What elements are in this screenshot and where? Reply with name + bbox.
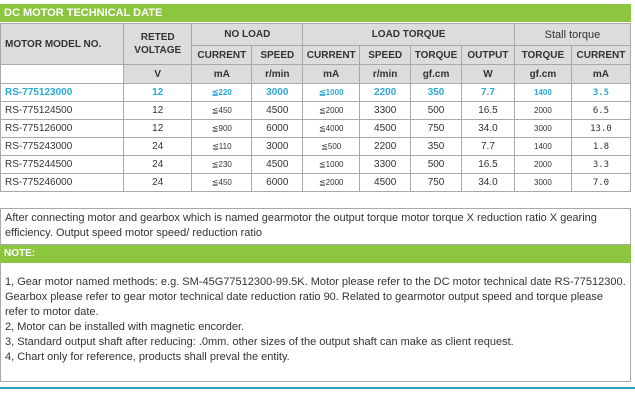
- cell-model: RS-775246000: [1, 174, 124, 192]
- header-reted-voltage: RETED VOLTAGE: [124, 24, 192, 65]
- table-row: [1, 156, 631, 174]
- cell-voltage: 24: [124, 156, 192, 174]
- cell-st-current: 1.8: [571, 138, 630, 156]
- cell-lt-output: 7.7: [461, 138, 514, 156]
- header-lt-speed: SPEED: [360, 46, 411, 65]
- header-no-load: NO LOAD: [192, 24, 303, 46]
- cell-lt-current: ≦500: [303, 138, 360, 156]
- table-row: [1, 102, 631, 120]
- unit-st-current: mA: [571, 65, 630, 84]
- cell-lt-speed: 4500: [360, 120, 411, 138]
- cell-st-current: 6.5: [571, 102, 630, 120]
- cell-nl-current: ≦230: [192, 156, 252, 174]
- table-row: [1, 174, 631, 192]
- cell-lt-current: ≦4000: [303, 120, 360, 138]
- cell-lt-current: ≦2000: [303, 174, 360, 192]
- cell-lt-torque: 500: [411, 156, 462, 174]
- unit-lt-torque: gf.cm: [411, 65, 462, 84]
- cell-lt-torque: 750: [411, 174, 462, 192]
- header-motor-model: MOTOR MODEL NO.: [1, 24, 124, 65]
- note-item: 3, Standard output shaft after reducing: .0mm. other sizes of the output shaft can make as client request.: [5, 336, 514, 348]
- table-row: [1, 138, 631, 156]
- cell-voltage: 24: [124, 138, 192, 156]
- cell-nl-current: ≦450: [192, 102, 252, 120]
- cell-lt-torque: 350: [411, 84, 462, 102]
- cell-voltage: 12: [124, 84, 192, 102]
- cell-lt-current: ≦2000: [303, 102, 360, 120]
- cell-lt-speed: 3300: [360, 102, 411, 120]
- unit-nl-speed: r/min: [252, 65, 303, 84]
- notes-section: [0, 263, 631, 382]
- cell-st-torque: 3000: [514, 174, 571, 192]
- cell-nl-current: ≦110: [192, 138, 252, 156]
- cell-model: RS-775124500: [1, 102, 124, 120]
- cell-st-current: 13.0: [571, 120, 630, 138]
- cell-st-current: 3.5: [571, 84, 630, 102]
- cell-lt-speed: 3300: [360, 156, 411, 174]
- unit-st-torque: gf.cm: [514, 65, 571, 84]
- cell-lt-current: ≦1000: [303, 156, 360, 174]
- header-stall-torque: Stall torque: [514, 24, 630, 46]
- table-row: [1, 84, 631, 102]
- header-row-groups: [1, 24, 631, 46]
- header-lt-torque: TORQUE: [411, 46, 462, 65]
- cell-st-torque: 3000: [514, 120, 571, 138]
- note-heading: NOTE:: [0, 245, 631, 263]
- unit-lt-output: W: [461, 65, 514, 84]
- cell-lt-output: 7.7: [461, 84, 514, 102]
- page-title: DC MOTOR TECHNICAL DATE: [0, 4, 631, 22]
- cell-lt-output: 16.5: [461, 156, 514, 174]
- motor-spec-table: [0, 23, 631, 192]
- cell-lt-output: 34.0: [461, 174, 514, 192]
- cell-nl-current: ≦900: [192, 120, 252, 138]
- cell-model: RS-775123000: [1, 84, 124, 102]
- header-st-current: CURRENT: [571, 46, 630, 65]
- cell-nl-speed: 3000: [252, 138, 303, 156]
- cell-st-torque: 1400: [514, 138, 571, 156]
- unit-voltage: V: [124, 65, 192, 84]
- header-lt-current: CURRENT: [303, 46, 360, 65]
- cell-lt-torque: 350: [411, 138, 462, 156]
- cell-lt-current: ≦1000: [303, 84, 360, 102]
- cell-voltage: 12: [124, 120, 192, 138]
- header-row-units: [1, 65, 631, 84]
- cell-nl-speed: 4500: [252, 156, 303, 174]
- cell-model: RS-775244500: [1, 156, 124, 174]
- cell-nl-speed: 6000: [252, 174, 303, 192]
- note-item: 2, Motor can be installed with magnetic encorder.: [5, 321, 245, 333]
- header-st-torque: TORQUE: [514, 46, 571, 65]
- cell-nl-speed: 3000: [252, 84, 303, 102]
- cell-st-torque: 1400: [514, 84, 571, 102]
- cell-lt-output: 34.0: [461, 120, 514, 138]
- cell-st-torque: 2000: [514, 102, 571, 120]
- gearmotor-explanation: After connecting motor and gearbox which is named gearmotor the output torque motor torque X reduction ratio X gearing efficiency. Output speed motor speed/ reduction ratio: [0, 208, 631, 245]
- header-units-blank: [1, 65, 124, 84]
- cell-lt-output: 16.5: [461, 102, 514, 120]
- header-load-torque: LOAD TORQUE: [303, 24, 515, 46]
- cell-st-torque: 2000: [514, 156, 571, 174]
- header-nl-speed: SPEED: [252, 46, 303, 65]
- bottom-divider: [0, 387, 635, 389]
- unit-nl-current: mA: [192, 65, 252, 84]
- header-nl-current: CURRENT: [192, 46, 252, 65]
- unit-lt-speed: r/min: [360, 65, 411, 84]
- note-item: 1, Gear motor named methods: e.g. SM-45G77512300-99.5K. Motor please refer to the DC motor technical date RS-77512300. Gearbox please refer to gear motor technical date reduction ratio 90. Related to gearmotor output speed and torque please refer to motor date.: [5, 276, 626, 318]
- cell-st-current: 7.0: [571, 174, 630, 192]
- cell-nl-speed: 6000: [252, 120, 303, 138]
- cell-lt-speed: 4500: [360, 174, 411, 192]
- cell-nl-current: ≦450: [192, 174, 252, 192]
- cell-model: RS-775243000: [1, 138, 124, 156]
- header-lt-output: OUTPUT: [461, 46, 514, 65]
- cell-lt-torque: 500: [411, 102, 462, 120]
- cell-voltage: 12: [124, 102, 192, 120]
- cell-nl-speed: 4500: [252, 102, 303, 120]
- cell-voltage: 24: [124, 174, 192, 192]
- cell-st-current: 3.3: [571, 156, 630, 174]
- cell-lt-torque: 750: [411, 120, 462, 138]
- cell-nl-current: ≦220: [192, 84, 252, 102]
- cell-model: RS-775126000: [1, 120, 124, 138]
- cell-lt-speed: 2200: [360, 138, 411, 156]
- note-item: 4, Chart only for reference, products shall preval the entity.: [5, 351, 290, 363]
- cell-lt-speed: 2200: [360, 84, 411, 102]
- table-row: [1, 120, 631, 138]
- unit-lt-current: mA: [303, 65, 360, 84]
